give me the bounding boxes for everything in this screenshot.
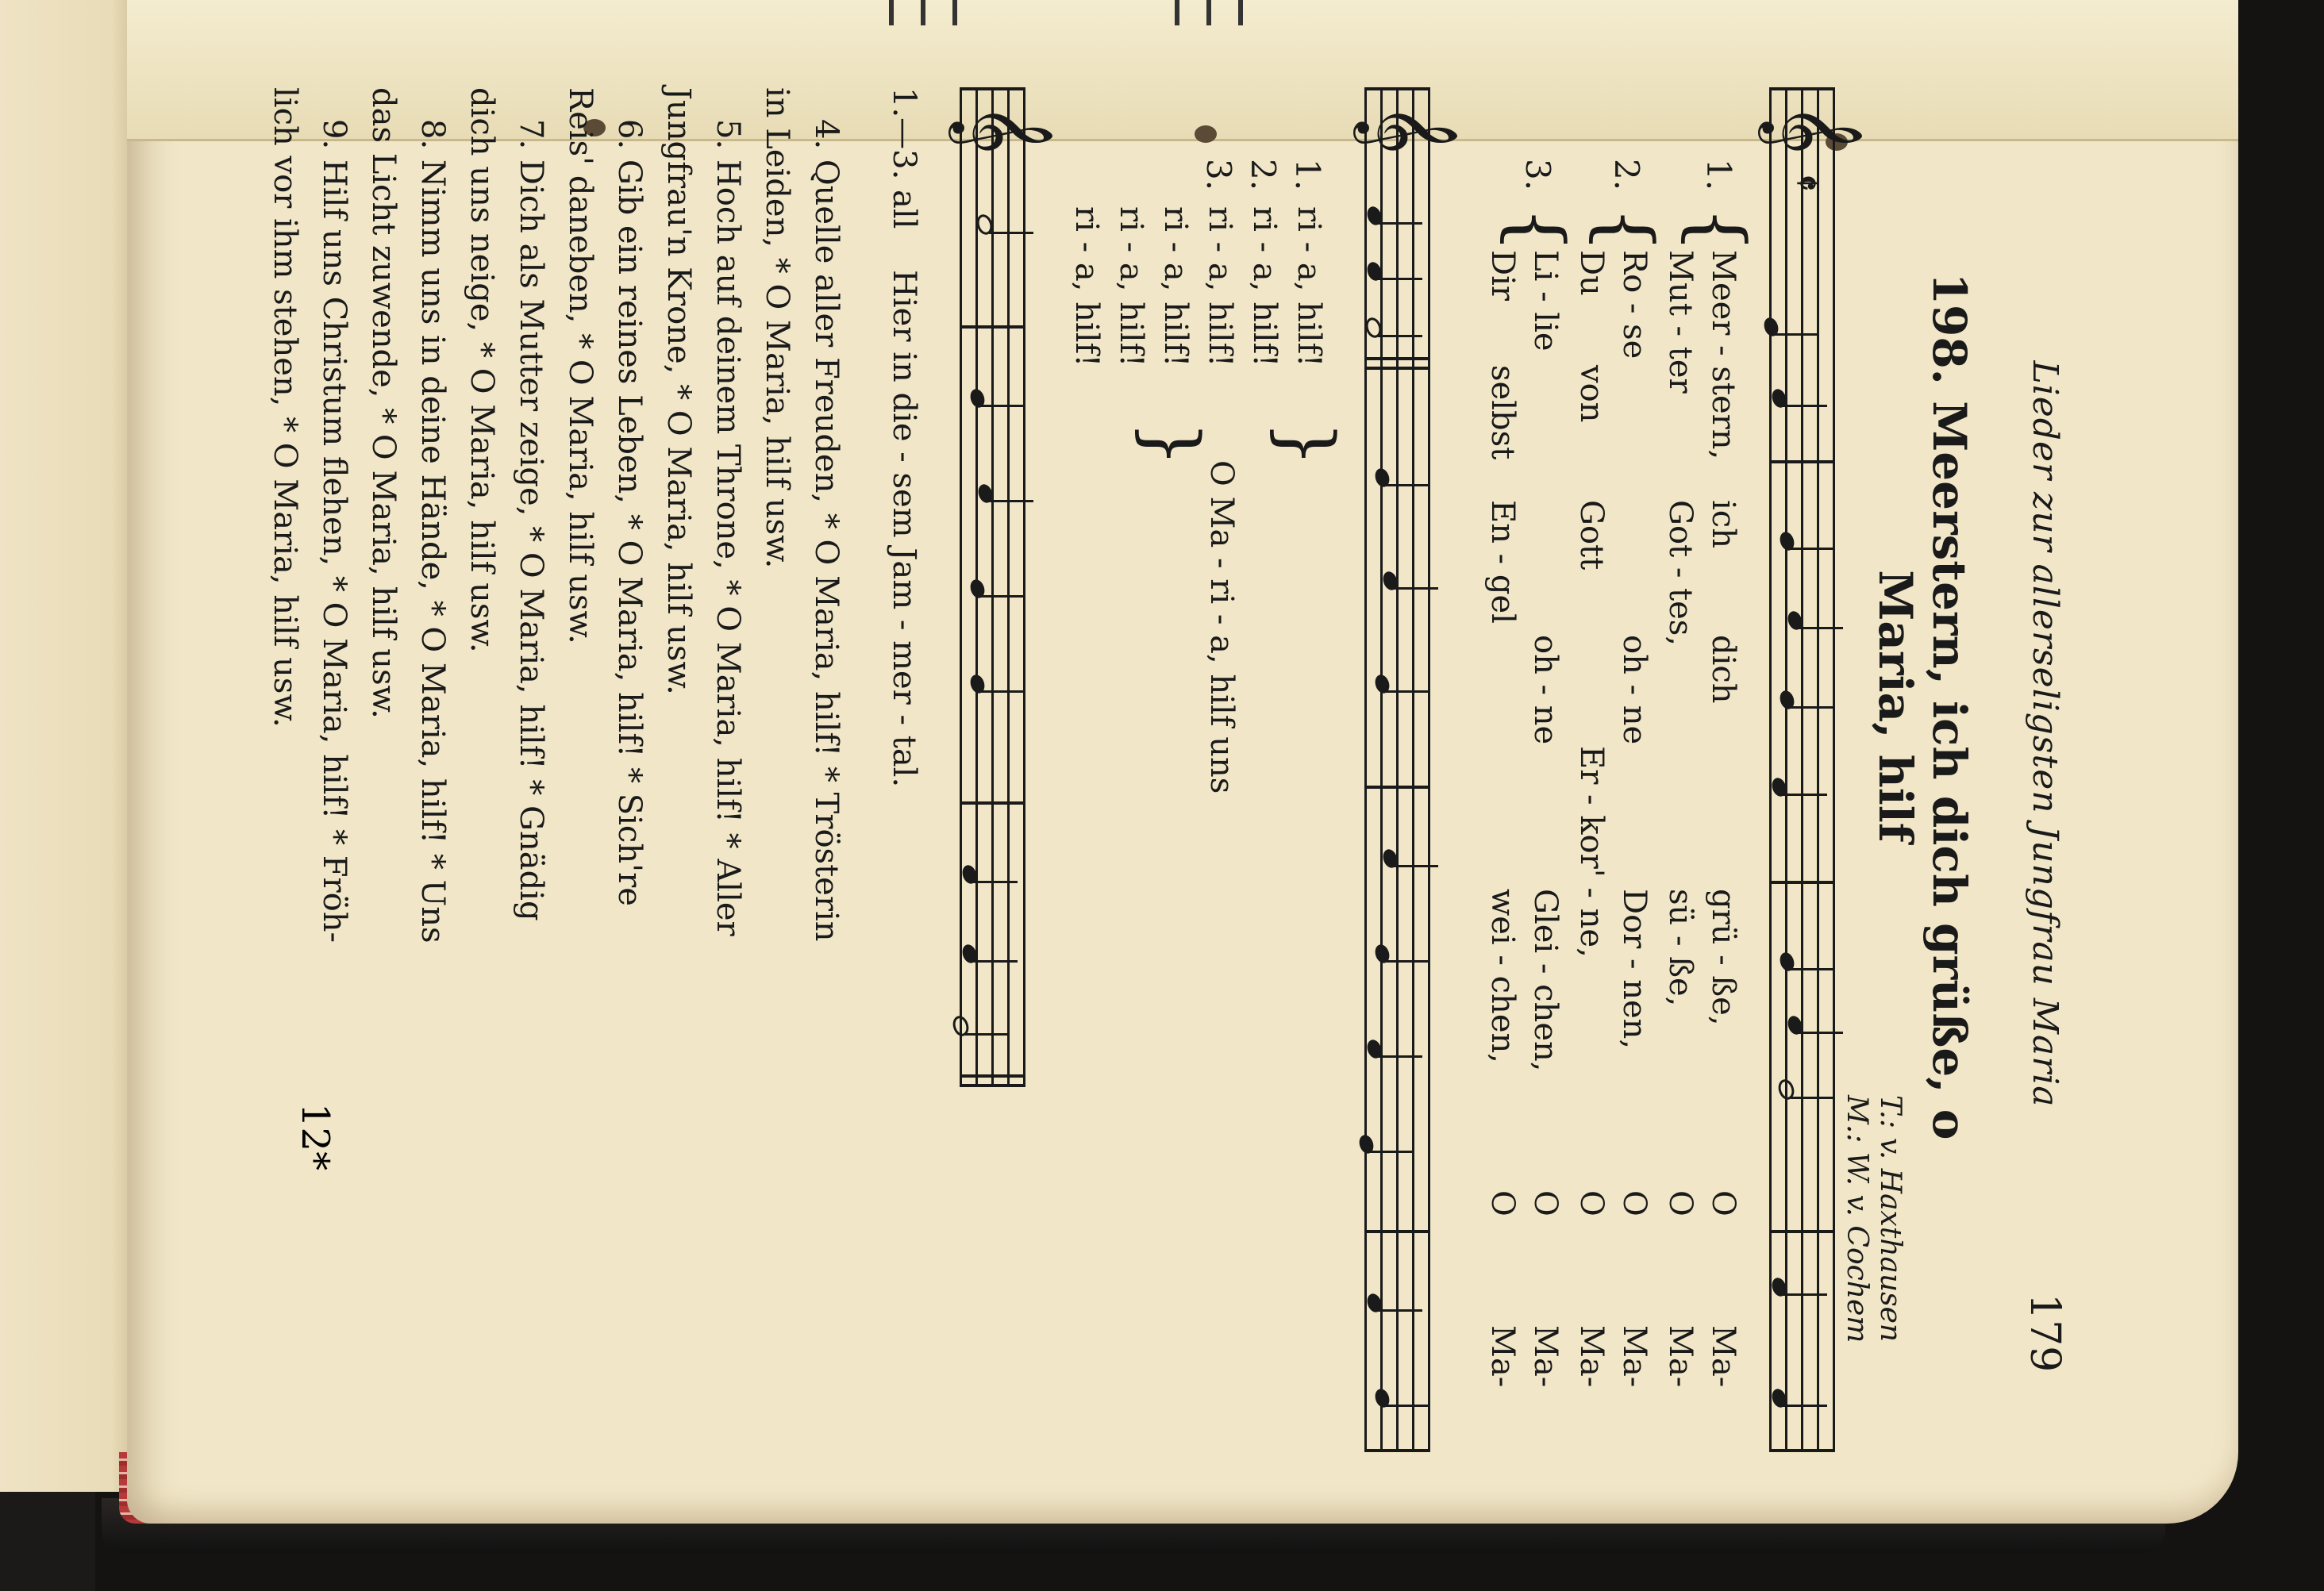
staff-3-lyric: Hier in die - sem Jam - mer - tal. [886,270,922,788]
treble-clef-icon: 𝄞 [1358,103,1460,156]
brace: } [1264,421,1349,467]
running-head: Lieder zur allerseligsten Jungfrau Maria [2025,360,2065,1108]
refrain-lyric: O Ma - ri - a, hilf uns [1203,460,1240,794]
verse-number: 2. [1607,159,1646,191]
lyric: dich [1705,635,1741,704]
stanza-line: 5. Hoch auf deinem Throne, * O Maria, hilf! * Aller [710,119,746,936]
stanza-line: Jungfrau'n Krone, * O Maria, hilf usw. [660,87,697,695]
stanza-line: 4. Quelle aller Freuden, * O Maria, hilf! * Trösterin [808,119,845,942]
lyric: Ma- [1662,1325,1699,1388]
lyric: O [1705,1190,1741,1216]
lyric: oh - ne [1616,635,1653,745]
brace: { [1583,206,1668,253]
lyric: O [1616,1190,1653,1216]
previous-page-staff-fragment [873,0,1667,32]
lyric: En - gel [1484,500,1521,624]
stanza-line: 9. Hilf uns Christum flehen, * O Maria, hilf! * Fröh- [316,119,352,943]
lyric: O [1573,1190,1610,1216]
stanza-line: 7. Dich als Mutter zeige, * O Maria, hilf! * Gnädig [513,119,549,921]
lyric: Got - tes, [1662,500,1699,647]
lyric: grü - ße, [1705,889,1741,1026]
lyric: O [1662,1190,1699,1216]
lyric: Glei - chen, [1527,889,1564,1072]
brace: { [1495,206,1579,253]
lyric: Ma- [1484,1325,1521,1388]
lyric: Ma- [1705,1325,1741,1388]
stanza-line: in Leiden, * O Maria, hilf usw. [759,87,795,569]
lyric: O [1484,1190,1521,1216]
treble-clef-icon: 𝄞 [1763,103,1864,156]
verse-number: 3. [1199,159,1238,191]
lyric: Ma- [1616,1325,1653,1388]
lyric: ri - a, hilf! [1202,206,1238,367]
stanza-line: Reis' daneben, * O Maria, hilf usw. [562,87,598,644]
brace: { [1676,206,1760,253]
verse-number: 3. [1518,159,1557,191]
stanza-line: 6. Gib ein reines Leben, * O Maria, hilf! * Sich're [611,119,648,906]
brace: } [1129,421,1214,467]
page-number: 179 [2021,1293,2068,1373]
lyric: selbst [1484,365,1521,460]
lyric: Ro - se [1616,250,1653,359]
lyric: Er - kor' - ne, [1573,746,1610,958]
lyric: ich [1705,500,1741,548]
lyric: von [1573,365,1610,423]
music-staff-3 [938,87,1055,1087]
text-credit: T.: v. Haxthausen [1874,1095,1907,1343]
staff-3-label: 1.—3. all [886,87,922,229]
lyric: Ma- [1527,1325,1564,1388]
verse-number: 1. [1288,159,1327,191]
lyric: sü - ße, [1662,889,1699,1007]
lyric: Mut - ter [1662,250,1699,394]
cut-time-icon: 𝄵 [1786,175,1829,191]
lyric: ri - a, hilf! [1113,206,1149,367]
lyric: Dir [1484,250,1521,301]
stanza-line: dich uns neige, * O Maria, hilf usw. [464,87,500,653]
stanza-line: das Licht zuwende, * O Maria, hilf usw. [365,87,402,719]
music-credit: M.: W. v. Cochem [1841,1095,1873,1343]
lyric: Ma- [1573,1325,1610,1388]
lyric: oh - ne [1527,635,1564,745]
signature-mark: 12* [293,1103,337,1171]
stanza-line: 8. Nimm uns in deine Hände, * O Maria, hilf! * Uns [414,119,451,943]
lyric: ri - a, hilf! [1068,206,1105,367]
facing-page-edge [0,0,139,1492]
lyric: ri - a, hilf! [1157,206,1194,367]
lyric: Dor - nen, [1616,889,1653,1050]
music-staff-2 [1343,87,1460,1452]
lyric: Du [1573,250,1610,296]
lyric: ri - a, hilf! [1246,206,1283,367]
stanza-line: lich vor ihm stehen, * O Maria, hilf usw. [267,87,303,728]
lyric: wei - chen, [1484,889,1521,1063]
lyric: Li - lie [1527,250,1564,352]
verse-number: 1. [1699,159,1738,191]
hymn-credits [1840,1095,1907,1343]
verse-number: 2. [1244,159,1283,191]
lyric: Gott [1573,500,1610,571]
lyric: ri - a, hilf! [1291,206,1327,367]
lyric: Meer - stern, [1705,250,1741,460]
lyric: O [1527,1190,1564,1216]
treble-clef-icon: 𝄞 [953,103,1055,156]
hymn-title: 198. Meerstern, ich dich grüße, o Maria, hilf [1868,272,1976,1140]
